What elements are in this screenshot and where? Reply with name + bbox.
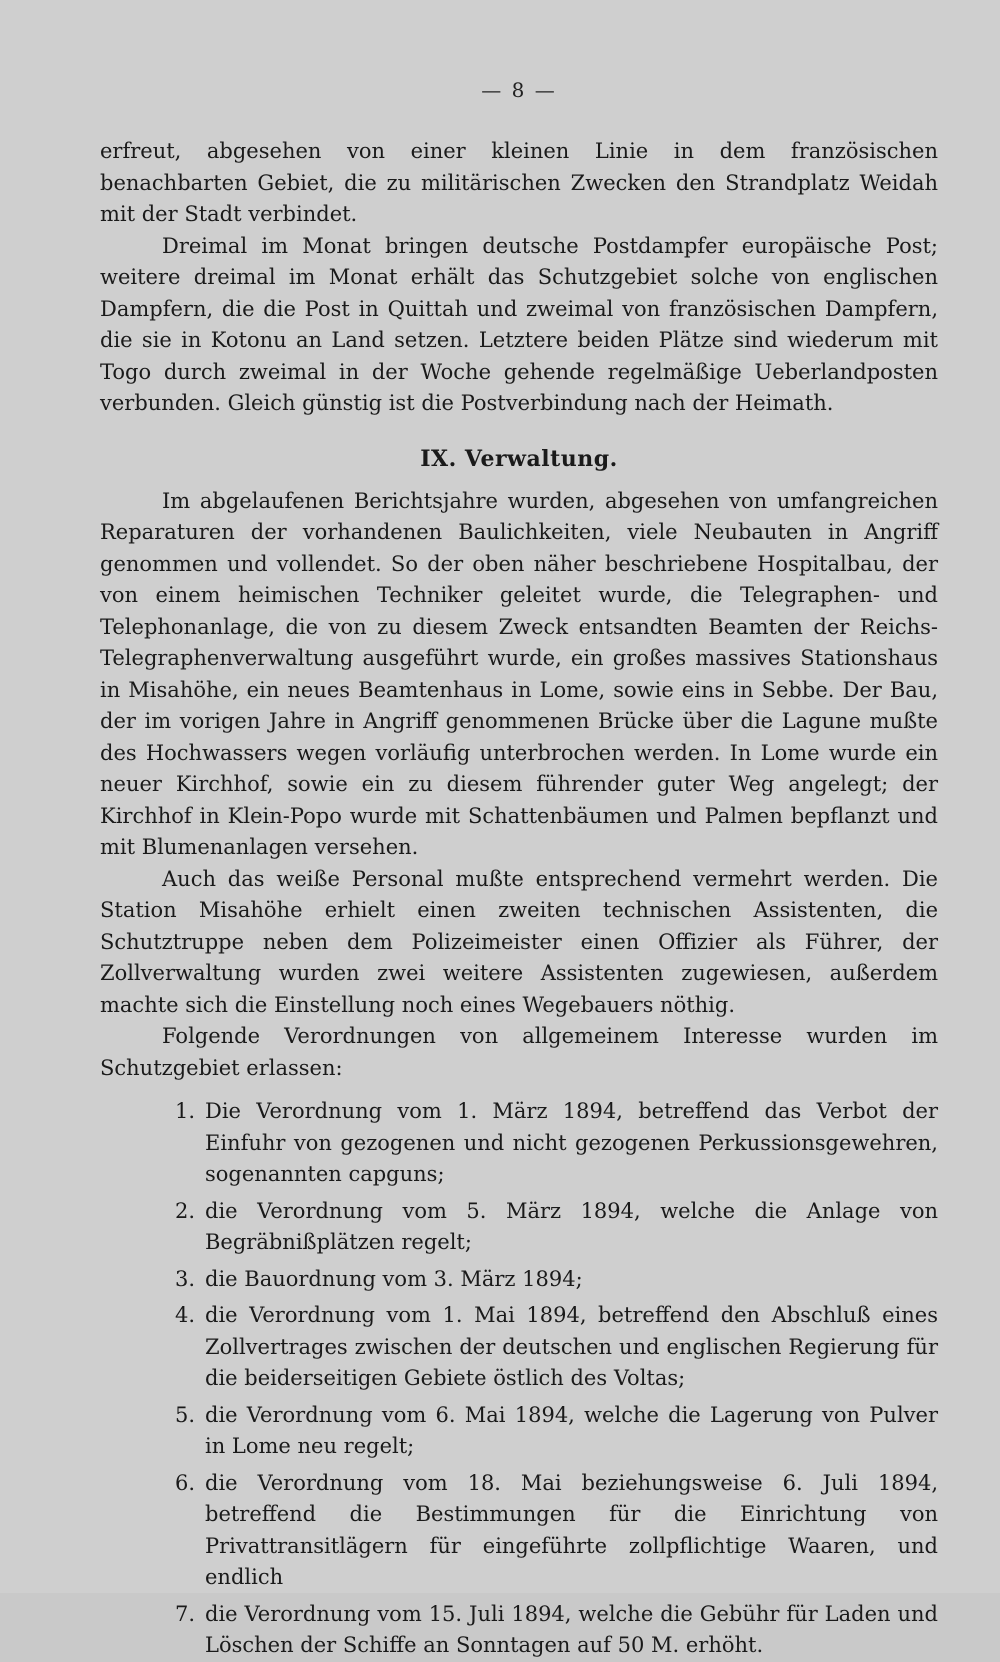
list-item-text: die Verordnung vom 5. März 1894, welche die Anlage von Begräbnißplätzen regelt;	[205, 1198, 938, 1254]
list-item	[100, 1468, 938, 1594]
list-item	[100, 1196, 938, 1259]
paragraph-buildings: Im abgelaufenen Berichtsjahre wurden, abgesehen von umfangreichen Reparaturen der vorhandenen Baulichkeiten, viele Neubauten in Angriff genommen und vollendet. So der oben näher beschriebene Hospitalbau, der von einem heimischen Techniker geleitet wurde, die Telegraphen- und Telephonanlage, die von zu diesem Zweck entsandten Beamten der Reichs-Telegraphenverwaltung ausgeführt wurde, ein großes massives Stationshaus in Misahöhe, ein neues Beamtenhaus in Lome, sowie eins in Sebbe. Der Bau, der im vorigen Jahre in Angriff genommenen Brücke über die Lagune mußte des Hochwassers wegen vorläufig unterbrochen werden. In Lome wurde ein neuer Kirchhof, sowie ein zu diesem führender guter Weg angelegt; der Kirchhof in Klein-Popo wurde mit Schattenbäumen und Palmen bepflanzt und mit Blumenanlagen versehen.	[100, 488, 938, 859]
list-item	[100, 1599, 938, 1662]
list-item	[100, 1300, 938, 1395]
list-item-number: 3.	[174, 1266, 195, 1291]
list-item-text: die Verordnung vom 18. Mai beziehungsweise 6. Juli 1894, betreffend die Bestimmungen für die Einrichtung von Privattransitlägern für eingeführte zollpflichtige Waaren, und endlich	[205, 1470, 938, 1589]
list-item	[100, 1096, 938, 1191]
list-item-number: 1.	[174, 1099, 195, 1123]
list-item	[100, 1400, 938, 1463]
list-item-text: die Verordnung vom 1. Mai 1894, betreffend den Abschluß eines Zollvertrages zwischen der deutschen und englischen Regierung für die beiderseitigen Gebiete östlich des Voltas;	[205, 1303, 938, 1390]
list-item-number: 7.	[174, 1601, 195, 1626]
paragraph-post: Dreimal im Monat bringen deutsche Postdampfer europäische Post; weitere dreimal im Monat erhält das Schutzgebiet solche von englischen Dampfern, die die Post in Quittah und zweimal von französischen Dampfern, die sie in Kotonu an Land setzen. Letztere beiden Plätze sind wiederum mit Togo durch zweimal in der Woche gehende regelmäßige Ueberlandposten verbunden. Gleich günstig ist die Postverbindung nach der Heimath.	[100, 233, 938, 415]
list-item-number: 4.	[174, 1303, 195, 1327]
list-item-text: die Verordnung vom 6. Mai 1894, welche die Lagerung von Pulver in Lome neu regelt;	[205, 1402, 938, 1458]
list-item-text: Die Verordnung vom 1. März 1894, betreffend das Verbot der Einfuhr von gezogenen und nicht gezogenen Perkussionsgewehren, sogenannten capguns;	[205, 1099, 938, 1186]
list-item-number: 6.	[174, 1470, 195, 1495]
ordinance-list	[100, 1096, 938, 1662]
list-item-number: 5.	[174, 1402, 195, 1427]
paragraph-continuation: erfreut, abgesehen von einer kleinen Linie in dem französischen benachbarten Gebiet, die zu militärischen Zwecken den Strandplatz Weidah mit der Stadt verbindet.	[100, 139, 938, 226]
section-heading: IX. Verwaltung.	[420, 445, 618, 472]
list-item-number: 2.	[174, 1198, 195, 1223]
page-number: — 8 —	[481, 78, 557, 102]
list-item-text: die Verordnung vom 15. Juli 1894, welche die Gebühr für Laden und Löschen der Schiffe an Sonntagen auf 50 M. erhöht.	[205, 1601, 938, 1657]
paragraph-personnel: Auch das weiße Personal mußte entsprechend vermehrt werden. Die Station Misahöhe erhielt einen zweiten technischen Assistenten, die Schutztruppe neben dem Polizeimeister einen Offizier als Führer, der Zollverwaltung wurden zwei weitere Assistenten zugewiesen, außerdem machte sich die Einstellung noch eines Wegebauers nöthig.	[100, 866, 938, 1017]
list-item	[100, 1264, 938, 1296]
paragraph-ordinances-intro: Folgende Verordnungen von allgemeinem Interesse wurden im Schutzgebiet erlassen:	[100, 1024, 938, 1080]
list-item-text: die Bauordnung vom 3. März 1894;	[205, 1266, 583, 1291]
